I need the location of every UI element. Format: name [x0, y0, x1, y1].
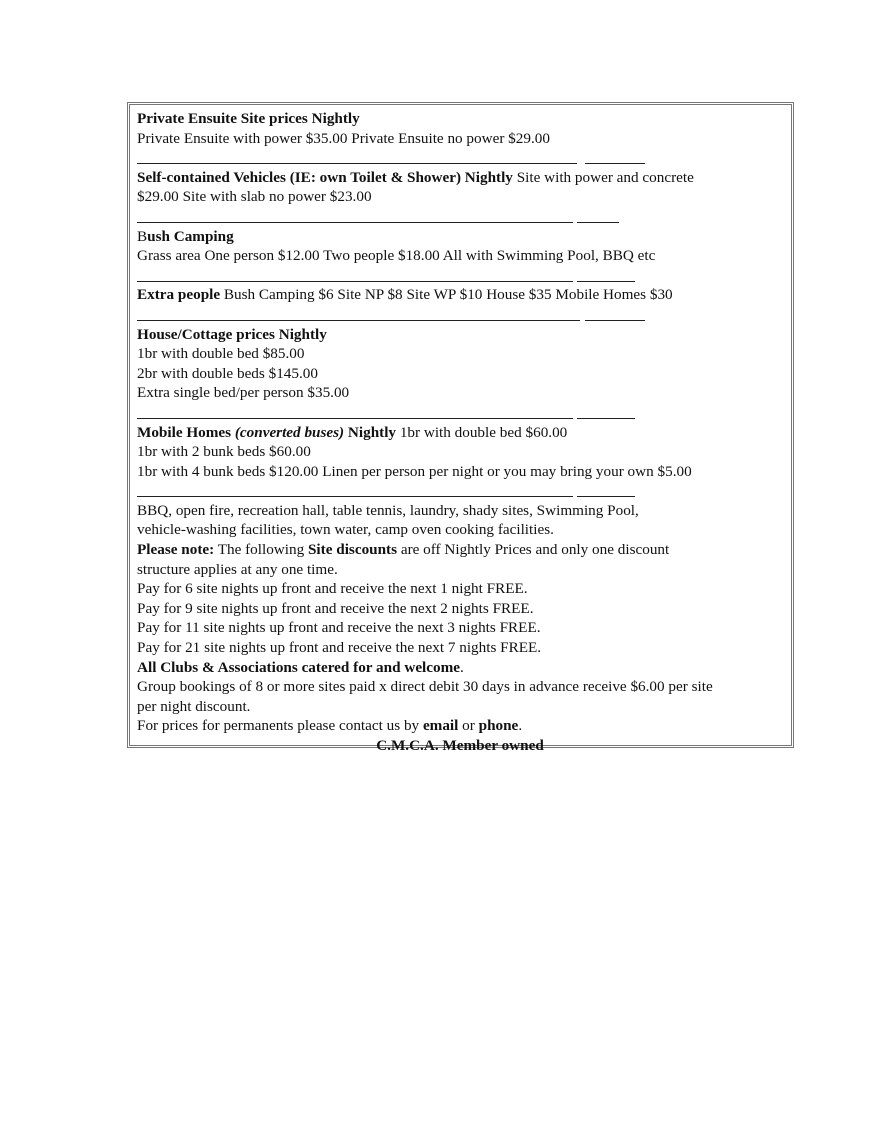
separator-rule [137, 403, 783, 423]
bush-camping-heading: Bush Camping [137, 227, 234, 245]
pricing-box [127, 102, 794, 754]
house-cottage-heading: House/Cottage prices Nightly [137, 325, 327, 343]
discount-note-line-1: Please note: The following Site discounts are off Nightly Prices and only one discount [137, 541, 670, 559]
house-item: 1br with double bed $85.00 [137, 345, 305, 363]
clubs-heading: All Clubs & Associations catered for and welcome. [137, 658, 464, 676]
extra-people-line: Extra people Bush Camping $6 Site NP $8 Site WP $10 House $35 Mobile Homes $30 [137, 286, 673, 304]
group-bookings-line-2: per night discount. [137, 697, 251, 715]
facilities-line-1: BBQ, open fire, recreation hall, table tennis, laundry, shady sites, Swimming Pool, [137, 501, 639, 519]
self-contained-line-2: $29.00 Site with slab no power $23.00 [137, 188, 372, 206]
bush-camping-prices: Grass area One person $12.00 Two people $18.00 All with Swimming Pool, BBQ etc [137, 247, 656, 265]
facilities-line-2: vehicle-washing facilities, town water, camp oven cooking facilities. [137, 521, 554, 539]
discount-note-line-2: structure applies at any one time. [137, 560, 338, 578]
mobile-home-item: 1br with 2 bunk beds $60.00 [137, 443, 311, 461]
discount-offer: Pay for 21 site nights up front and receive the next 7 nights FREE. [137, 639, 542, 657]
mobile-homes-heading: Mobile Homes (converted buses) Nightly 1br with double bed $60.00 [137, 423, 568, 441]
email-label: email [422, 717, 459, 735]
discount-offer: Pay for 6 site nights up front and receive the next 1 night FREE. [137, 580, 528, 598]
house-item: Extra single bed/per person $35.00 [137, 384, 350, 402]
member-owned-footer: C.M.C.A. Member owned [376, 737, 544, 754]
mobile-home-item: 1br with 4 bunk beds $120.00 Linen per person per night or you may bring your own $5.00 [137, 462, 692, 480]
separator-rule [137, 305, 783, 325]
discount-offer: Pay for 9 site nights up front and receive the next 2 nights FREE. [137, 599, 534, 617]
self-contained-line-1: Self-contained Vehicles (IE: own Toilet & Shower) Nightly Site with power and concrete [137, 168, 694, 186]
discount-offer: Pay for 11 site nights up front and receive the next 3 nights FREE. [137, 619, 541, 637]
separator-rule [137, 207, 783, 227]
contact-line: For prices for permanents please contact us by email or phone. [137, 717, 523, 735]
separator-rule [137, 148, 783, 168]
separator-rule [137, 481, 783, 501]
separator-rule [137, 266, 783, 286]
phone-label: phone [478, 717, 519, 735]
group-bookings-line-1: Group bookings of 8 or more sites paid x direct debit 30 days in advance receive $6.00 per site [137, 678, 713, 696]
private-ensuite-prices: Private Ensuite with power $35.00 Private Ensuite no power $29.00 [137, 129, 550, 147]
house-item: 2br with double beds $145.00 [137, 364, 318, 382]
private-ensuite-heading: Private Ensuite Site prices Nightly [137, 110, 360, 127]
